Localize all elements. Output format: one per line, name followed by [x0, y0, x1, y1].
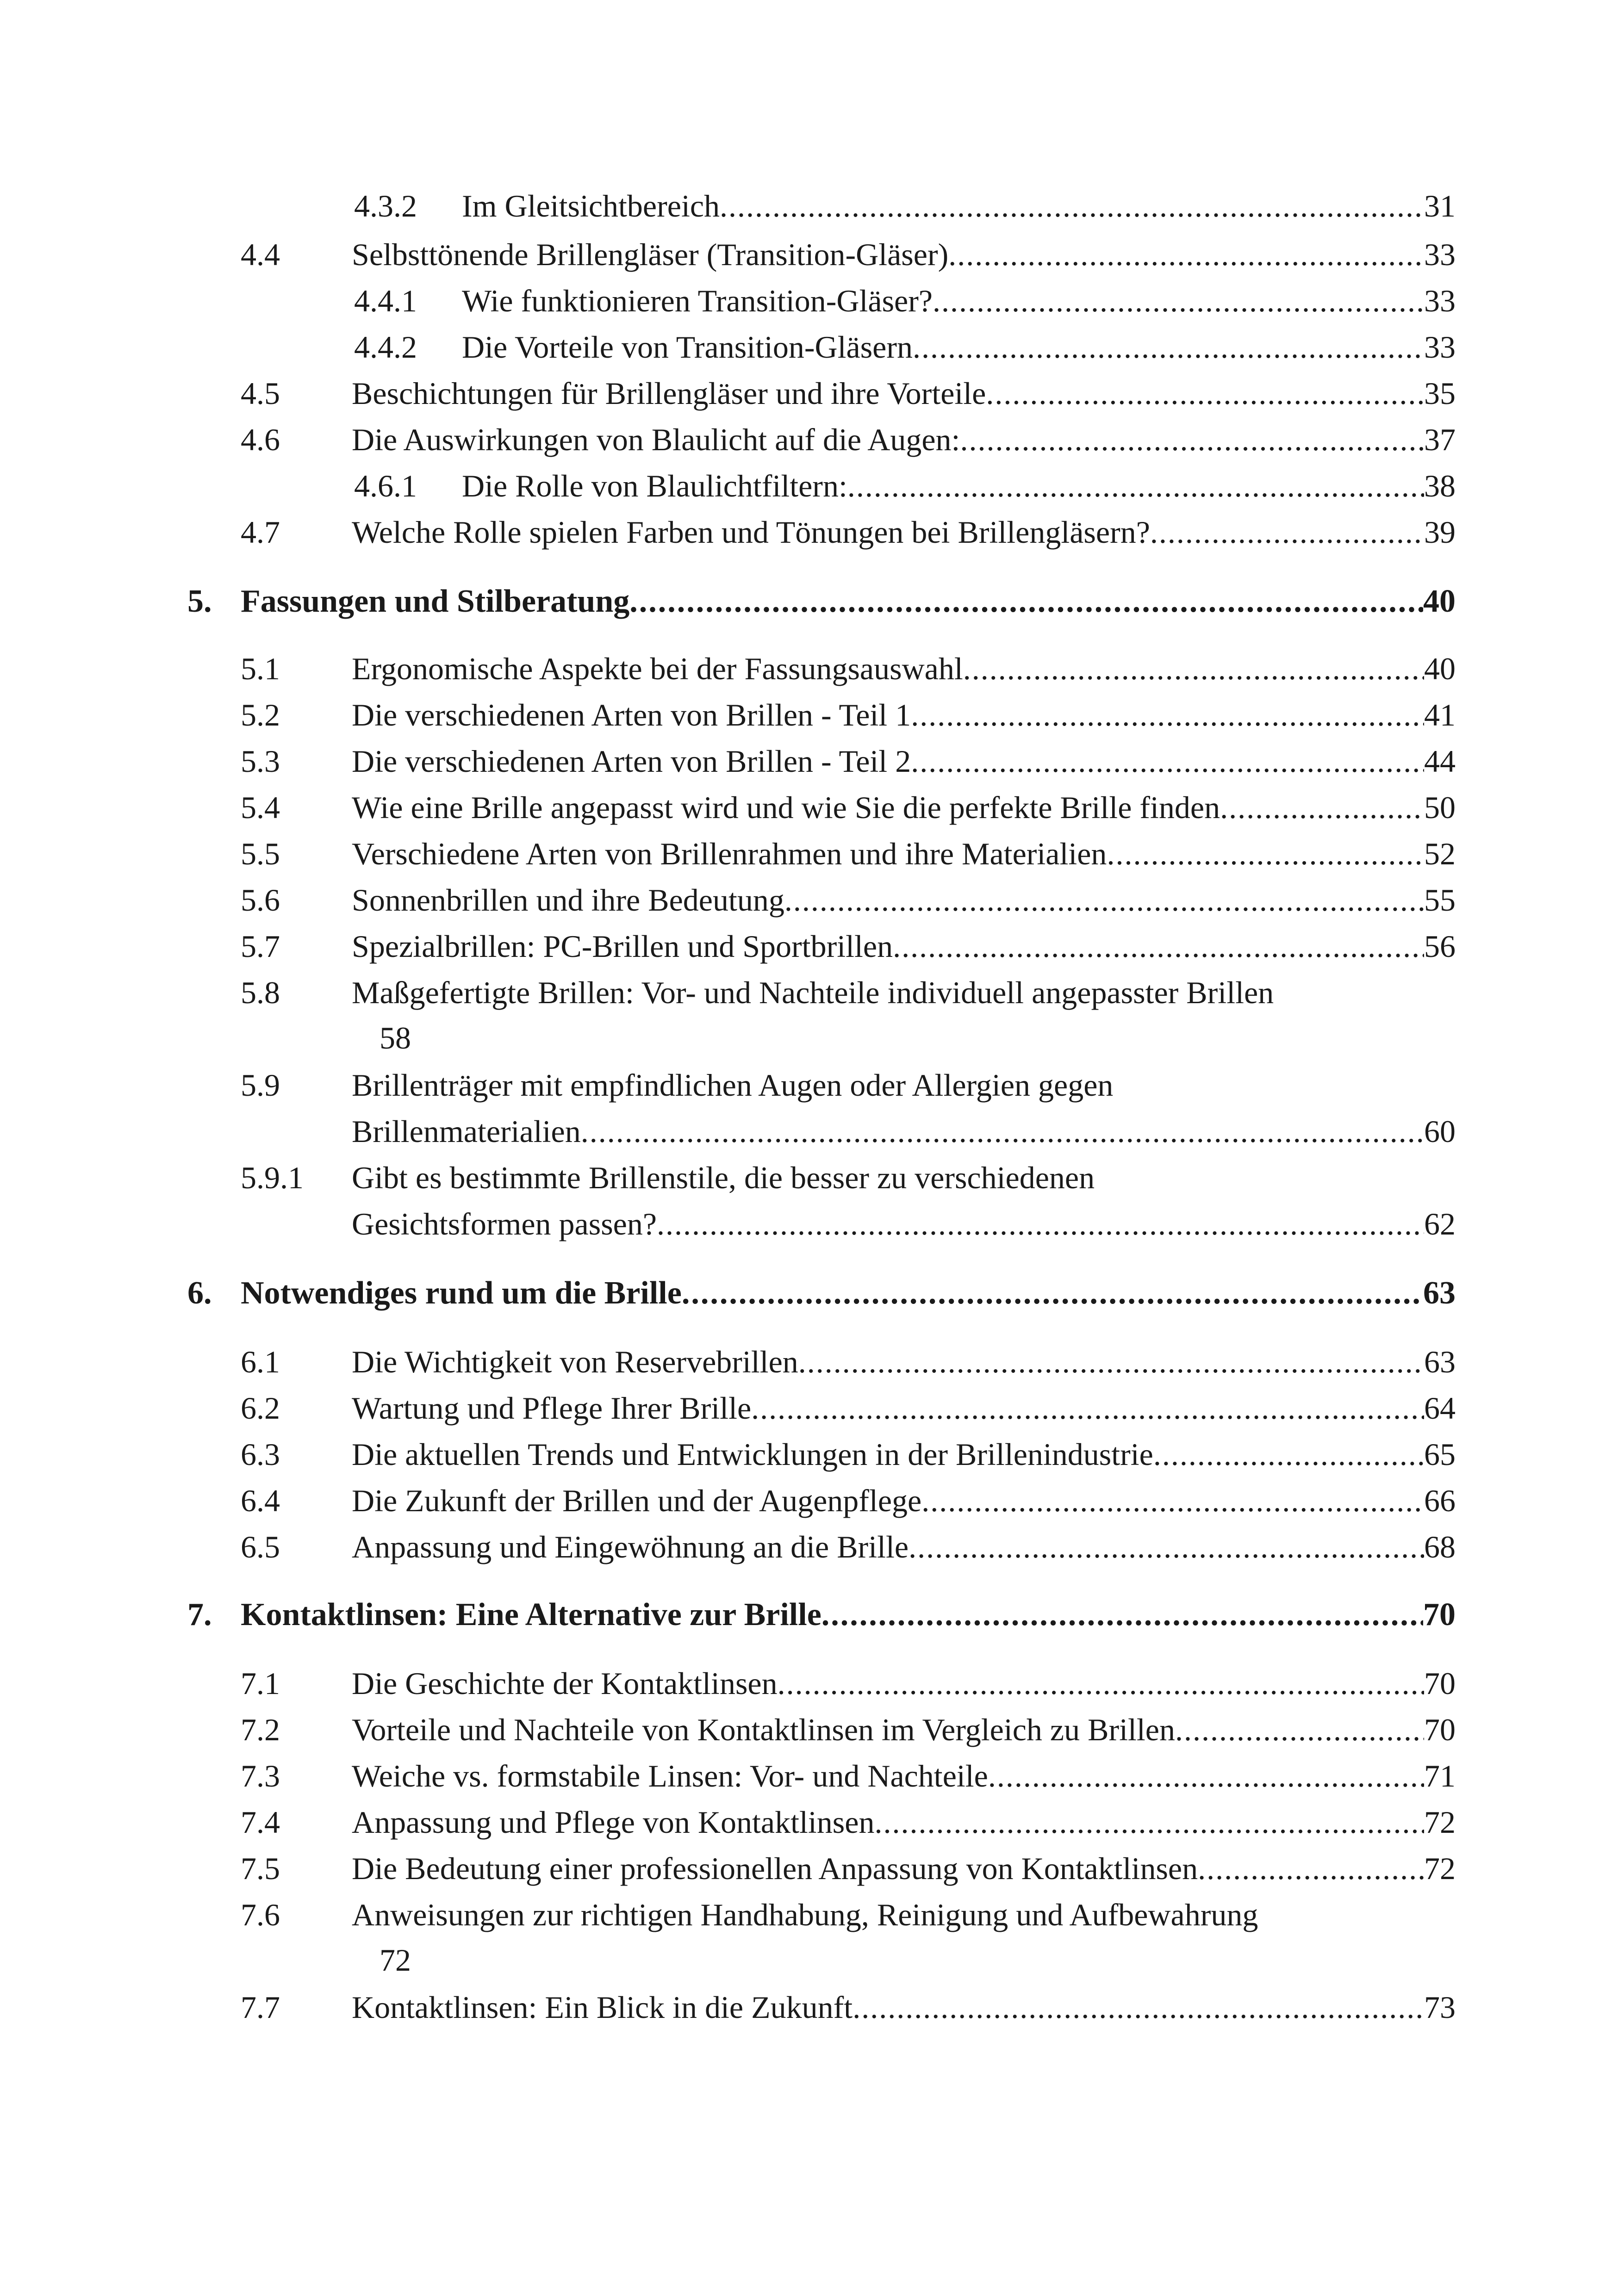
toc-entry-7-6[interactable] — [0, 1892, 1618, 1938]
entry-number: 5.7 — [241, 929, 280, 964]
dot-leader — [988, 1753, 1424, 1799]
toc-entry-4-6[interactable] — [0, 416, 1618, 463]
entry-page: 56 — [1424, 929, 1456, 964]
entry-page: 44 — [1424, 744, 1456, 779]
toc-entry-7-4[interactable] — [0, 1799, 1618, 1845]
entry-title: Anpassung und Eingewöhnung an die Brille — [352, 1529, 909, 1564]
dot-leader — [948, 231, 1424, 278]
entry-page: 60 — [1424, 1114, 1456, 1149]
toc-chapter-7[interactable] — [0, 1592, 1618, 1638]
entry-title-line2: Brillenmaterialien — [352, 1114, 581, 1149]
toc-entry-5-9-1[interactable] — [0, 1154, 1618, 1201]
entry-title: Die Geschichte der Kontaktlinsen — [352, 1666, 778, 1701]
dot-leader — [963, 645, 1424, 692]
dot-leader — [682, 1270, 1423, 1316]
entry-title-line1: Brillenträger mit empfindlichen Augen oder Allergien gegen — [352, 1067, 1114, 1103]
toc-entry-5-4[interactable] — [0, 784, 1618, 831]
entry-number: 7.5 — [241, 1851, 280, 1886]
entry-title: Weiche vs. formstabile Linsen: Vor- und Nachteile — [352, 1758, 988, 1793]
dot-leader — [909, 1524, 1424, 1570]
entry-title: Verschiedene Arten von Brillenrahmen und ihre Materialien — [352, 836, 1107, 871]
entry-title: Spezialbrillen: PC-Brillen und Sportbrillen — [352, 929, 893, 964]
toc-entry-7-2[interactable] — [0, 1706, 1618, 1753]
entry-number: 5.6 — [241, 882, 280, 918]
entry-title: Die verschiedenen Arten von Brillen - Teil 2 — [352, 744, 911, 779]
entry-number: 4.3.2 — [354, 188, 417, 223]
dot-leader — [913, 324, 1424, 370]
chapter-page: 63 — [1423, 1275, 1456, 1311]
dot-leader — [911, 692, 1424, 738]
entry-title: Die aktuellen Trends und Entwicklungen in der Brillenindustrie — [352, 1437, 1153, 1472]
dot-leader — [874, 1799, 1424, 1845]
entry-page: 64 — [1424, 1390, 1456, 1426]
entry-number: 7.3 — [241, 1758, 280, 1793]
entry-title-line1: Gibt es bestimmte Brillenstile, die besser zu verschiedenen — [352, 1160, 1095, 1195]
chapter-page: 70 — [1423, 1597, 1456, 1632]
entry-title: Kontaktlinsen: Ein Blick in die Zukunft — [352, 1990, 853, 2025]
entry-page: 58 — [380, 1020, 411, 1055]
dot-leader — [911, 738, 1424, 784]
dot-leader — [657, 1201, 1424, 1247]
entry-page: 35 — [1424, 376, 1456, 411]
toc-entry-4-4-2[interactable] — [0, 324, 1618, 370]
entry-number: 6.4 — [241, 1483, 280, 1518]
entry-page: 33 — [1424, 329, 1456, 365]
toc-entry-7-3[interactable] — [0, 1753, 1618, 1799]
dot-leader — [853, 1984, 1424, 2030]
entry-number: 5.1 — [241, 651, 280, 686]
entry-number: 5.3 — [241, 744, 280, 779]
entry-page: 72 — [1424, 1805, 1456, 1840]
dot-leader — [1107, 831, 1424, 877]
entry-number: 7.4 — [241, 1805, 280, 1840]
entry-number: 6.1 — [241, 1344, 280, 1379]
toc-entry-5-5[interactable] — [0, 831, 1618, 877]
toc-entry-6-1[interactable] — [0, 1339, 1618, 1385]
entry-page: 39 — [1424, 515, 1456, 550]
entry-number: 5.5 — [241, 836, 280, 871]
dot-leader — [821, 1592, 1423, 1638]
dot-leader — [1175, 1706, 1424, 1753]
entry-number: 7.6 — [241, 1897, 280, 1932]
entry-number: 7.1 — [241, 1666, 280, 1701]
chapter-title: Fassungen und Stilberatung — [241, 583, 630, 619]
entry-page: 33 — [1424, 237, 1456, 272]
entry-page: 65 — [1424, 1437, 1456, 1472]
entry-title: Die Bedeutung einer professionellen Anpassung von Kontaktlinsen — [352, 1851, 1198, 1886]
entry-number: 5.4 — [241, 790, 280, 825]
entry-title: Die Wichtigkeit von Reservebrillen — [352, 1344, 798, 1379]
entry-title: Anweisungen zur richtigen Handhabung, Reinigung und Aufbewahrung — [352, 1897, 1258, 1932]
entry-title: Beschichtungen für Brillengläser und ihre Vorteile — [352, 376, 986, 411]
entry-title: Wie eine Brille angepasst wird und wie Sie die perfekte Brille finden — [352, 790, 1220, 825]
toc-entry-5-8[interactable] — [0, 969, 1618, 1016]
entry-title: Sonnenbrillen und ihre Bedeutung — [352, 882, 784, 918]
entry-number: 4.6 — [241, 422, 280, 457]
entry-page: 40 — [1424, 651, 1456, 686]
toc-entry-4-3-2[interactable] — [0, 183, 1618, 229]
entry-page: 62 — [1424, 1206, 1456, 1241]
toc-entry-5-3[interactable] — [0, 738, 1618, 784]
entry-title: Ergonomische Aspekte bei der Fassungsauswahl — [352, 651, 963, 686]
entry-title: Wartung und Pflege Ihrer Brille — [352, 1390, 752, 1426]
toc-entry-5-2[interactable] — [0, 692, 1618, 738]
entry-title: Die Rolle von Blaulichtfiltern: — [462, 468, 847, 503]
entry-title: Die Vorteile von Transition-Gläsern — [462, 329, 913, 365]
dot-leader — [986, 370, 1424, 416]
entry-number: 5.9 — [241, 1067, 280, 1103]
chapter-number: 5. — [187, 583, 212, 619]
entry-page: 68 — [1424, 1529, 1456, 1564]
chapter-number: 6. — [187, 1275, 212, 1311]
toc-entry-6-5[interactable] — [0, 1524, 1618, 1570]
toc-chapter-6[interactable] — [0, 1270, 1618, 1316]
entry-page: 73 — [1424, 1990, 1456, 2025]
dot-leader — [1150, 509, 1424, 555]
chapter-number: 7. — [187, 1597, 212, 1632]
dot-leader — [720, 183, 1424, 229]
entry-title: Maßgefertigte Brillen: Vor- und Nachteile individuell angepasster Brillen — [352, 975, 1274, 1010]
entry-page: 72 — [380, 1942, 411, 1978]
entry-title: Im Gleitsichtbereich — [462, 188, 720, 223]
entry-number: 4.4.1 — [354, 283, 417, 318]
entry-page: 38 — [1424, 468, 1456, 503]
toc-entry-5-9-1-line2[interactable] — [0, 1201, 1618, 1247]
dot-leader — [1220, 784, 1424, 831]
dot-leader — [798, 1339, 1424, 1385]
entry-page: 55 — [1424, 882, 1456, 918]
toc-entry-5-8-page-line — [0, 1015, 1618, 1061]
toc-entry-5-9[interactable] — [0, 1062, 1618, 1108]
dot-leader — [629, 578, 1423, 625]
dot-leader — [921, 1477, 1424, 1524]
entry-number: 6.2 — [241, 1390, 280, 1426]
entry-page: 41 — [1424, 697, 1456, 732]
entry-title: Die Auswirkungen von Blaulicht auf die Augen: — [352, 422, 960, 457]
entry-number: 4.4.2 — [354, 329, 417, 365]
entry-title: Wie funktionieren Transition-Gläser? — [462, 283, 933, 318]
entry-title-line2: Gesichtsformen passen? — [352, 1206, 657, 1241]
toc-entry-5-7[interactable] — [0, 923, 1618, 969]
chapter-title: Kontaktlinsen: Eine Alternative zur Brille — [241, 1597, 821, 1632]
dot-leader — [847, 463, 1424, 509]
entry-page: 71 — [1424, 1758, 1456, 1793]
entry-title: Selbsttönende Brillengläser (Transition-Gläser) — [352, 237, 949, 272]
toc-chapter-5[interactable] — [0, 578, 1618, 625]
entry-title: Die verschiedenen Arten von Brillen - Teil 1 — [352, 697, 911, 732]
toc-entry-6-3[interactable] — [0, 1431, 1618, 1477]
entry-page: 33 — [1424, 283, 1456, 318]
dot-leader — [893, 923, 1424, 969]
entry-number: 5.8 — [241, 975, 280, 1010]
toc-entry-7-1[interactable] — [0, 1660, 1618, 1706]
dot-leader — [784, 877, 1424, 923]
entry-page: 31 — [1424, 188, 1456, 223]
toc-entry-6-4[interactable] — [0, 1477, 1618, 1524]
entry-page: 50 — [1424, 790, 1456, 825]
entry-title: Die Zukunft der Brillen und der Augenpflege — [352, 1483, 922, 1518]
dot-leader — [1198, 1845, 1424, 1892]
entry-page: 70 — [1424, 1666, 1456, 1701]
toc-entry-5-9-line2[interactable] — [0, 1108, 1618, 1154]
dot-leader — [778, 1660, 1424, 1706]
dot-leader — [751, 1385, 1424, 1431]
dot-leader — [1153, 1431, 1424, 1477]
entry-number: 7.7 — [241, 1990, 280, 2025]
toc-entry-7-6-page-line — [0, 1937, 1618, 1983]
toc-entry-4-6-1[interactable] — [0, 463, 1618, 509]
toc-entry-7-5[interactable] — [0, 1845, 1618, 1892]
toc-entry-4-7[interactable] — [0, 509, 1618, 555]
entry-page: 52 — [1424, 836, 1456, 871]
entry-number: 4.4 — [241, 237, 280, 272]
entry-number: 5.2 — [241, 697, 280, 732]
chapter-title: Notwendiges rund um die Brille — [241, 1275, 682, 1311]
chapter-page: 40 — [1423, 583, 1456, 619]
toc-entry-7-7[interactable] — [0, 1984, 1618, 2030]
dot-leader — [960, 416, 1424, 463]
entry-number: 7.2 — [241, 1712, 280, 1747]
dot-leader — [581, 1108, 1424, 1154]
entry-number: 4.6.1 — [354, 468, 417, 503]
toc-entry-5-1[interactable] — [0, 645, 1618, 692]
entry-page: 72 — [1424, 1851, 1456, 1886]
entry-page: 63 — [1424, 1344, 1456, 1379]
dot-leader — [933, 278, 1424, 324]
entry-title: Anpassung und Pflege von Kontaktlinsen — [352, 1805, 875, 1840]
toc-entry-6-2[interactable] — [0, 1385, 1618, 1431]
entry-page: 66 — [1424, 1483, 1456, 1518]
entry-number: 4.7 — [241, 515, 280, 550]
entry-title: Vorteile und Nachteile von Kontaktlinsen im Vergleich zu Brillen — [352, 1712, 1175, 1747]
toc-entry-4-5[interactable] — [0, 370, 1618, 416]
entry-number: 6.3 — [241, 1437, 280, 1472]
toc-entry-4-4-1[interactable] — [0, 278, 1618, 324]
entry-title: Welche Rolle spielen Farben und Tönungen bei Brillengläsern? — [352, 515, 1150, 550]
entry-page: 70 — [1424, 1712, 1456, 1747]
entry-number: 4.5 — [241, 376, 280, 411]
toc-entry-4-4[interactable] — [0, 231, 1618, 278]
entry-number: 6.5 — [241, 1529, 280, 1564]
entry-page: 37 — [1424, 422, 1456, 457]
toc-entry-5-6[interactable] — [0, 877, 1618, 923]
entry-number: 5.9.1 — [241, 1160, 304, 1195]
